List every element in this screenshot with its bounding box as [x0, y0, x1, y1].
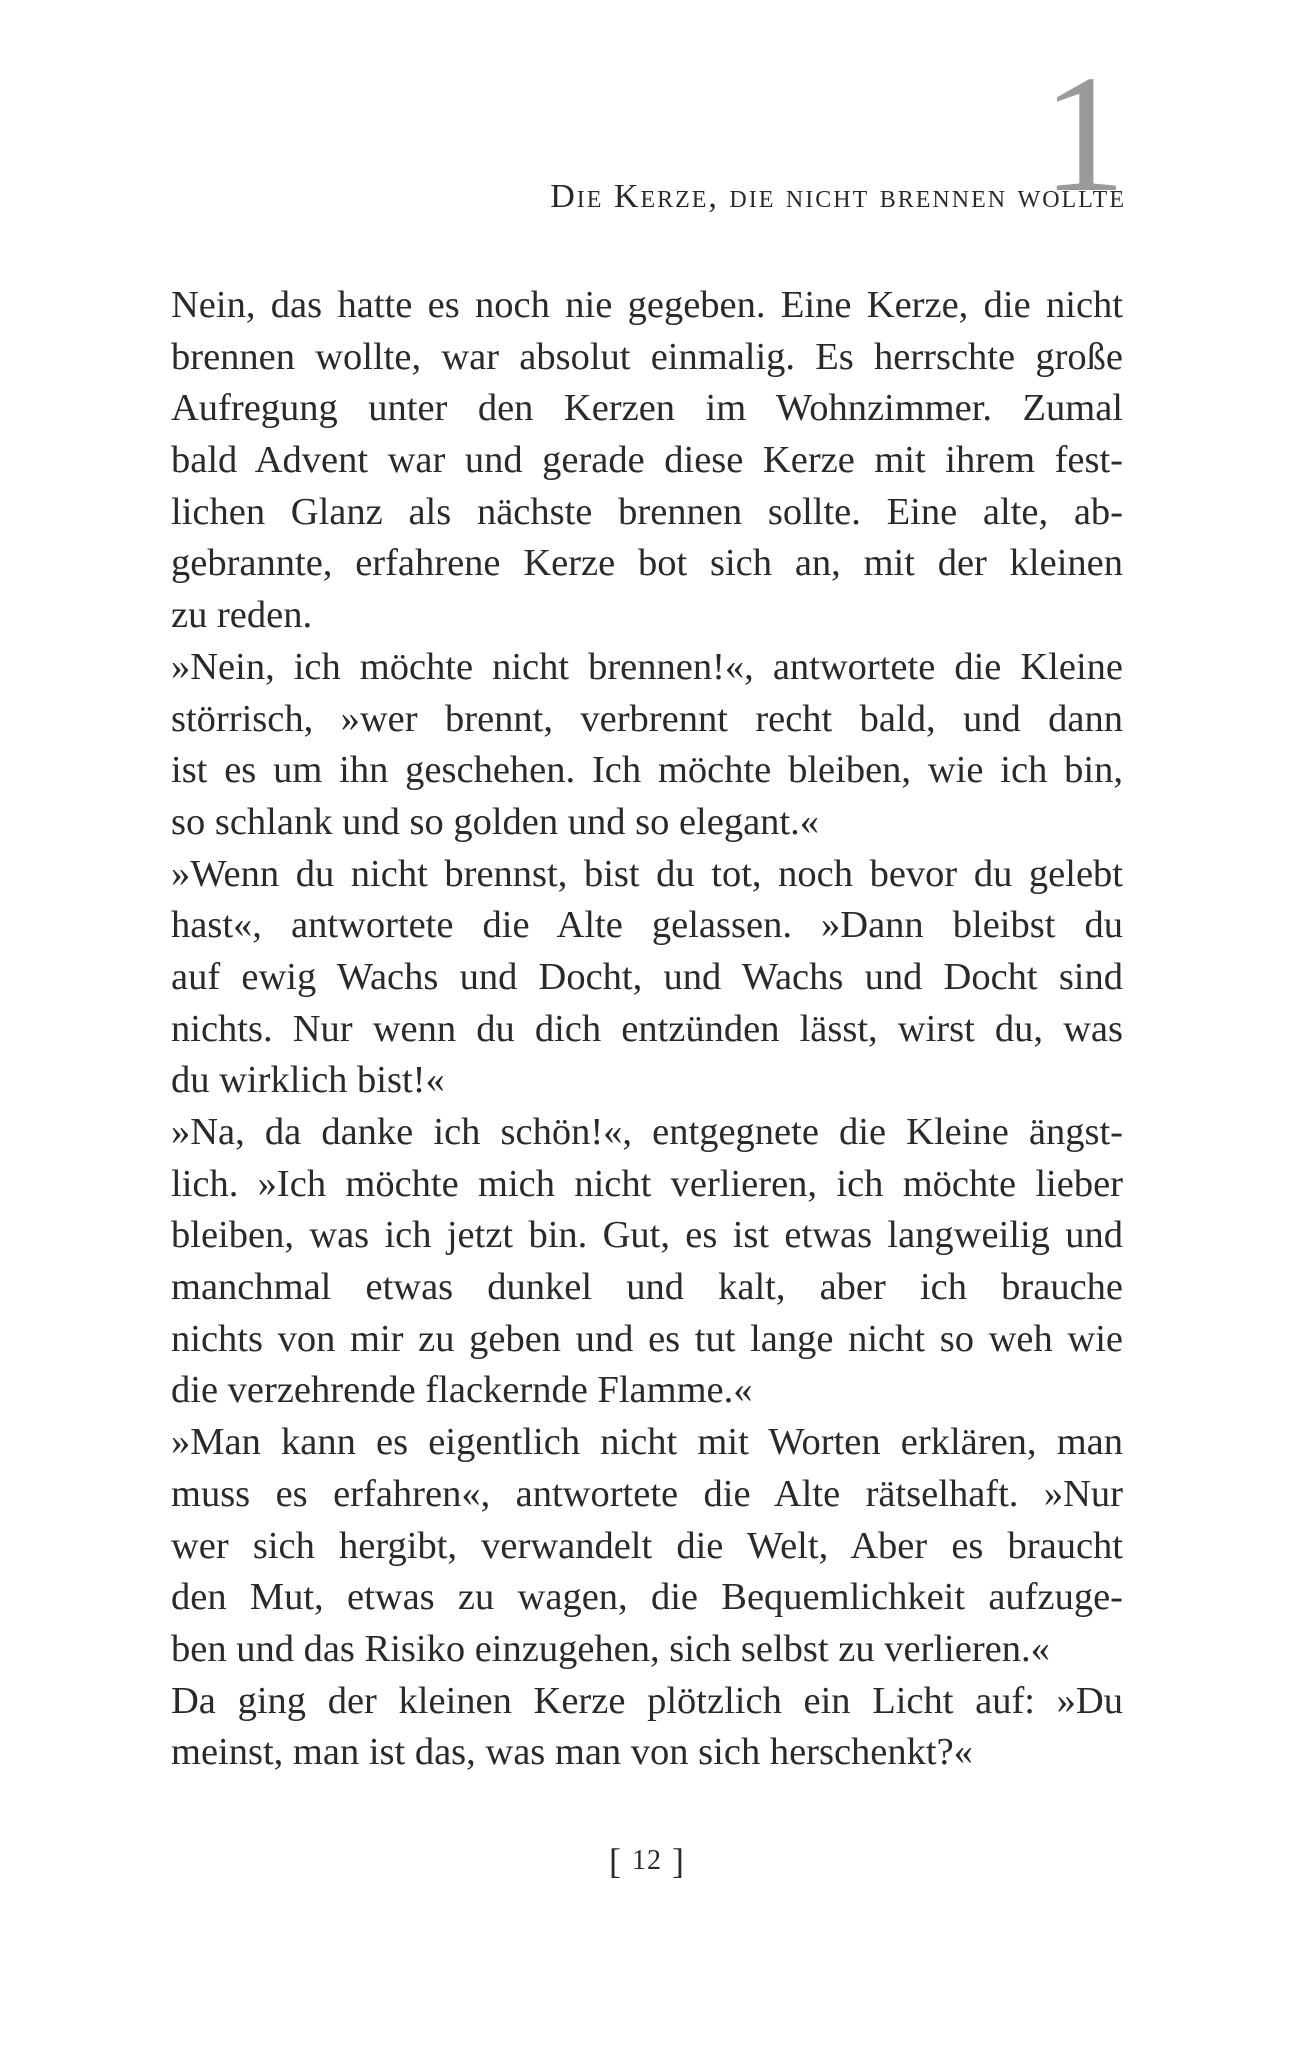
paragraph-1 — [171, 280, 1123, 642]
text-line: nichts. Nur wenn du dich entzünden lässt, wirst du, was — [171, 1007, 1123, 1050]
text-line: die verzehrende flackernde Flamme.« — [171, 1369, 753, 1412]
chapter-title: Die Kerze, die nicht brennen wollte — [550, 178, 1126, 215]
text-line: zu reden. — [171, 594, 313, 637]
paragraph-3 — [171, 849, 1123, 1107]
text-line: wer sich hergibt, verwandelt die Welt, Aber es braucht — [171, 1524, 1123, 1567]
text-line: störrisch, »wer brennt, verbrennt recht bald, und dann — [171, 697, 1123, 740]
text-line: Aufregung unter den Kerzen im Wohnzimmer. Zumal — [171, 387, 1123, 430]
text-line: lich. »Ich möchte mich nicht verlieren, ich möchte lieber — [171, 1162, 1123, 1205]
text-line: lichen Glanz als nächste brennen sollte. Eine alte, ab- — [171, 490, 1123, 533]
text-line: meinst, man ist das, was man von sich herschenkt?« — [171, 1731, 973, 1774]
text-line: brennen wollte, war absolut einmalig. Es herrschte große — [171, 335, 1123, 378]
text-line: »Na, da danke ich schön!«, entgegnete die Kleine ängst- — [171, 1111, 1123, 1153]
text-line: »Wenn du nicht brennst, bist du tot, noch bevor du gelebt — [171, 852, 1123, 895]
page-number: 12 — [632, 1845, 662, 1876]
chapter-body — [171, 280, 1123, 1779]
text-line: ben und das Risiko einzugehen, sich selbst zu verlieren.« — [171, 1627, 1050, 1670]
text-line: ist es um ihn geschehen. Ich möchte bleiben, wie ich bin, — [171, 749, 1123, 792]
text-line: gebrannte, erfahrene Kerze bot sich an, mit der kleinen — [171, 542, 1123, 585]
paragraph-2 — [171, 642, 1123, 849]
text-line: »Nein, ich möchte nicht brennen!«, antwortete die Kleine — [171, 645, 1123, 688]
page-footer — [0, 1840, 1294, 1882]
paragraph-6 — [171, 1676, 1123, 1779]
text-line: bleiben, was ich jetzt bin. Gut, es ist etwas langweilig und — [171, 1214, 1123, 1257]
text-line: du wirklich bist!« — [171, 1059, 445, 1102]
text-line: nichts von mir zu geben und es tut lange nicht so weh wie — [171, 1317, 1123, 1360]
text-line: Da ging der kleinen Kerze plötzlich ein Licht auf: »Du — [171, 1679, 1123, 1722]
text-line: bald Advent war und gerade diese Kerze mit ihrem fest- — [171, 439, 1123, 482]
text-line: hast«, antwortete die Alte gelassen. »Dann bleibst du — [171, 904, 1123, 947]
bracket-close: ] — [672, 1841, 685, 1881]
text-line: den Mut, etwas zu wagen, die Bequemlichkeit aufzuge- — [171, 1576, 1123, 1619]
text-line: so schlank und so golden und so elegant.« — [171, 800, 819, 843]
chapter-number: 1 — [1042, 41, 1126, 227]
text-line: muss es erfahren«, antwortete die Alte rätselhaft. »Nur — [171, 1472, 1123, 1515]
text-line: auf ewig Wachs und Docht, und Wachs und Docht sind — [171, 955, 1123, 998]
text-line: Nein, das hatte es noch nie gegeben. Eine Kerze, die nicht — [171, 284, 1123, 326]
paragraph-4 — [171, 1107, 1123, 1417]
text-line: manchmal etwas dunkel und kalt, aber ich brauche — [171, 1266, 1123, 1309]
bracket-open: [ — [609, 1841, 622, 1881]
paragraph-5 — [171, 1417, 1123, 1675]
text-line: »Man kann es eigentlich nicht mit Worten erklären, man — [171, 1421, 1123, 1464]
